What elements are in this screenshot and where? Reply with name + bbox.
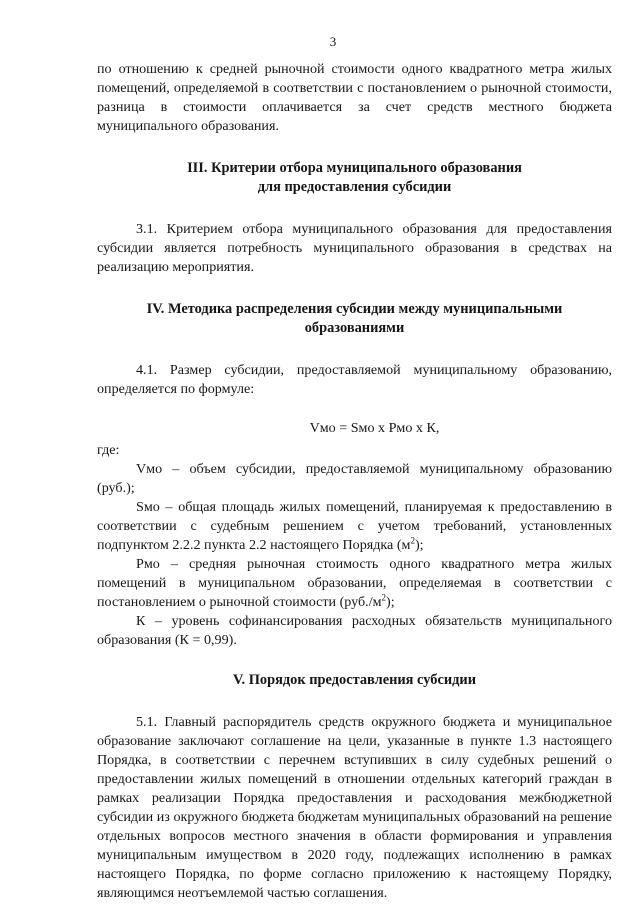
intro-paragraph: по отношению к средней рыночной стоимости одного квадратного метра жилых помещений, определяемой в соответствии с постановлением о рыночной стоимости, разница в стоимости оплачивается за счет средств местного бюджета муниципального образования. — [97, 61, 612, 134]
definition-p-superscript: 2 — [381, 592, 387, 603]
definition-p-end: ); — [386, 594, 395, 610]
section-4-title-line-1: IV. Методика распределения субсидии между муниципальными — [146, 301, 563, 317]
definition-p — [97, 555, 612, 612]
section-4-heading — [97, 300, 612, 338]
section-3-title-line-2: для предоставления субсидии — [257, 179, 452, 195]
definition-k: К – уровень софинансирования расходных обязательств муниципального образования (К = 0,99). — [97, 613, 612, 648]
section-3-heading — [97, 159, 612, 197]
definition-v: Vмо – объем субсидии, предоставляемой муниципальному образованию (руб.); — [97, 461, 612, 496]
document-body — [97, 60, 612, 903]
formula: Vмо = Sмо х Рмо х К, — [309, 420, 440, 436]
section-5-heading — [97, 671, 612, 690]
definition-s — [97, 498, 612, 555]
page-number: 3 — [329, 34, 337, 49]
paragraph-4-1: 4.1. Размер субсидии, предоставляемой муниципальному образованию, определяется по формуле: — [97, 362, 612, 397]
section-5-title: V. Порядок предоставления субсидии — [232, 672, 477, 688]
definition-s-text: Sмо – общая площадь жилых помещений, планируемая к предоставлению в соответствии с судебным решением с учетом требований, установленных подпунктом 2.2.2 пункта 2.2 настоящего Порядка (м — [97, 499, 612, 553]
paragraph-5-1: 5.1. Главный распорядитель средств окружного бюджета и муниципальное образование заключают соглашение на цели, указанные в пункте 1.3 настоящего Порядка, в соответствии с перечнем вступивших в силу судебных решений о предоставлении жилых помещений в отношении отдельных категорий граждан в рамках реализации Порядка предоставления и расходования межбюджетной субсидии из окружного бюджета бюджетам муниципальных образований на решение отдельных вопросов местного значения в области формирования и управления муниципальным имуществом в 2020 году, подлежащих исполнению в рамках настоящего Порядка, по форме согласно приложению к настоящему Порядку, являющимся неотъемлемой частью соглашения. — [97, 714, 612, 901]
section-3-title-line-1: III. Критерии отбора муниципального образования — [187, 160, 522, 176]
definition-p-text: Рмо – средняя рыночная стоимость одного квадратного метра жилых помещений в муниципальном образовании, определяемая в соответствии с постановлением о рыночной стоимости (руб./м — [97, 556, 612, 610]
paragraph-3-1: 3.1. Критерием отбора муниципального образования для предоставления субсидии является потребность муниципального образования в средствах на реализацию мероприятия. — [97, 221, 612, 275]
section-4-title-line-2: образованиями — [304, 320, 405, 336]
definition-s-superscript: 2 — [410, 535, 415, 546]
where-label: где: — [97, 442, 120, 458]
definition-s-end: ); — [414, 537, 424, 553]
